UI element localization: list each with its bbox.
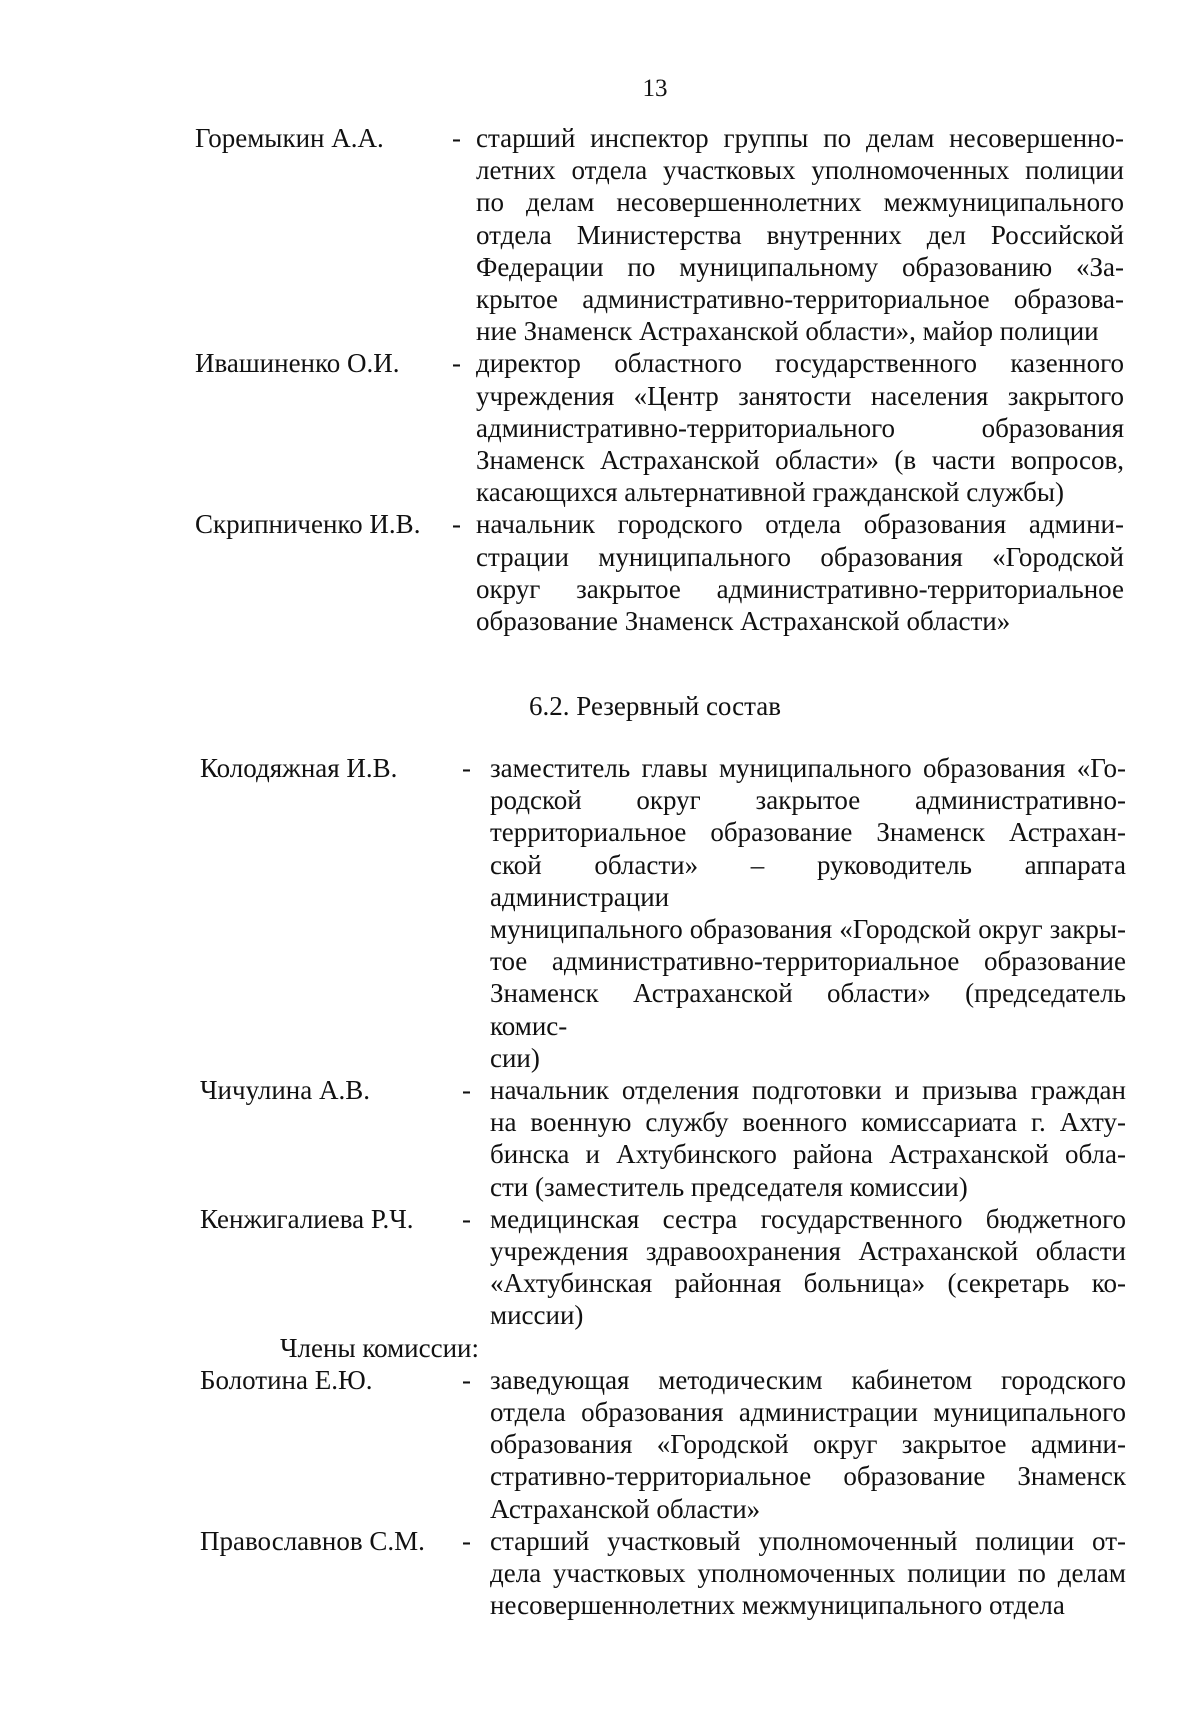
description-line: на военную службу военного комиссариата г. Ахту- xyxy=(490,1107,1126,1138)
position-description xyxy=(476,347,1124,508)
position-description xyxy=(476,122,1124,347)
description-line: муниципального образования «Городской округ закры- xyxy=(490,914,1126,945)
section-heading-reserve: 6.2. Резервный состав xyxy=(529,691,781,721)
description-line: ской области» – руководитель аппарата администрации xyxy=(490,849,1126,912)
person-entry xyxy=(0,1525,1200,1622)
person-name: Горемыкин А.А. xyxy=(195,123,384,153)
position-description xyxy=(476,508,1124,637)
dash-separator: - xyxy=(462,1525,471,1556)
person-name: Скрипниченко И.В. xyxy=(195,509,421,540)
description-line: округ закрытое административно-территориальное xyxy=(476,573,1124,604)
description-line: сии) xyxy=(490,1042,540,1073)
person-name: Болотина Е.Ю. xyxy=(200,1364,373,1395)
description-line: бинска и Ахтубинского района Астраханской обла- xyxy=(490,1139,1126,1170)
description-line: директор областного государственного казенного xyxy=(476,348,1124,379)
person-name: Кенжигалиева Р.Ч. xyxy=(200,1203,414,1234)
description-line: родской округ закрытое административно- xyxy=(490,785,1126,816)
description-line: по делам несовершеннолетних межмуниципального xyxy=(476,187,1124,218)
description-line: старший участковый уполномоченный полиции от- xyxy=(490,1525,1126,1556)
person-entry xyxy=(0,347,1200,508)
description-line: отдела образования администрации муниципального xyxy=(490,1397,1126,1428)
person-entry xyxy=(0,1074,1200,1203)
description-line: заведующая методическим кабинетом городского xyxy=(490,1364,1126,1395)
person-entry xyxy=(0,1364,1200,1525)
dash-separator: - xyxy=(452,123,461,153)
description-line: страции муниципального образования «Городской xyxy=(476,541,1124,572)
description-line: дела участковых уполномоченных полиции по делам xyxy=(490,1558,1126,1589)
description-line: медицинская сестра государственного бюджетного xyxy=(490,1203,1126,1234)
person-entry xyxy=(0,752,1200,1074)
dash-separator: - xyxy=(462,1075,471,1106)
dash-separator: - xyxy=(452,509,461,540)
description-line: Знаменск Астраханской области» (председатель комис- xyxy=(490,978,1126,1041)
person-entry xyxy=(0,122,1200,347)
position-description xyxy=(490,752,1126,1074)
reserve-entries xyxy=(0,752,1200,1332)
description-line: сти (заместитель председателя комиссии) xyxy=(490,1171,968,1202)
description-line: образования «Городской округ закрытое админи- xyxy=(490,1429,1126,1460)
person-entry xyxy=(0,1203,1200,1332)
description-line: учреждения «Центр занятости населения закрытого xyxy=(476,380,1124,411)
reserve-composition-list xyxy=(0,752,1200,1621)
position-description xyxy=(490,1203,1126,1332)
description-line: тое административно-территориальное образование xyxy=(490,946,1126,977)
description-line: летних отдела участковых уполномоченных полиции xyxy=(476,155,1124,186)
member-entries xyxy=(0,1364,1200,1622)
person-name: Чичулина А.В. xyxy=(200,1075,371,1106)
dash-separator: - xyxy=(452,348,461,379)
description-line: ние Знаменск Астраханской области», майор полиции xyxy=(476,316,1099,347)
description-line: крытое административно-территориальное образова- xyxy=(476,284,1124,315)
position-description xyxy=(490,1525,1126,1622)
dash-separator: - xyxy=(462,1203,471,1234)
position-description xyxy=(490,1074,1126,1203)
description-line: заместитель главы муниципального образования «Го- xyxy=(490,753,1126,783)
description-line: начальник городского отдела образования админи- xyxy=(476,509,1124,540)
description-line: административно-территориального образования xyxy=(476,412,1124,443)
person-name: Колодяжная И.В. xyxy=(200,753,398,783)
person-name: Ивашиненко О.И. xyxy=(195,348,400,379)
position-description xyxy=(490,1364,1126,1525)
members-label: Члены комиссии: xyxy=(280,1332,479,1363)
description-line: Астраханской области» xyxy=(490,1493,761,1524)
description-line: отдела Министерства внутренних дел Российской xyxy=(476,219,1124,250)
dash-separator: - xyxy=(462,753,471,783)
description-line: стративно-территориальное образование Знаменск xyxy=(490,1461,1126,1492)
description-line: Знаменск Астраханской области» (в части вопросов, xyxy=(476,445,1124,476)
description-line: несовершеннолетних межмуниципального отдела xyxy=(490,1590,1065,1621)
description-line: учреждения здравоохранения Астраханской области xyxy=(490,1236,1126,1267)
description-line: начальник отделения подготовки и призыва граждан xyxy=(490,1075,1126,1106)
description-line: миссии) xyxy=(490,1300,584,1331)
main-composition-list xyxy=(0,122,1200,637)
description-line: образование Знаменск Астраханской области» xyxy=(476,606,1011,637)
person-name: Православнов С.М. xyxy=(200,1525,425,1556)
description-line: старший инспектор группы по делам несовершенно- xyxy=(476,123,1124,153)
description-line: Федерации по муниципальному образованию «За- xyxy=(476,251,1124,282)
person-entry xyxy=(0,508,1200,637)
dash-separator: - xyxy=(462,1364,471,1395)
description-line: территориальное образование Знаменск Астрахан- xyxy=(490,817,1126,848)
page-number: 13 xyxy=(642,75,668,102)
description-line: «Ахтубинская районная больница» (секретарь ко- xyxy=(490,1268,1126,1299)
description-line: касающихся альтернативной гражданской службы) xyxy=(476,477,1065,508)
